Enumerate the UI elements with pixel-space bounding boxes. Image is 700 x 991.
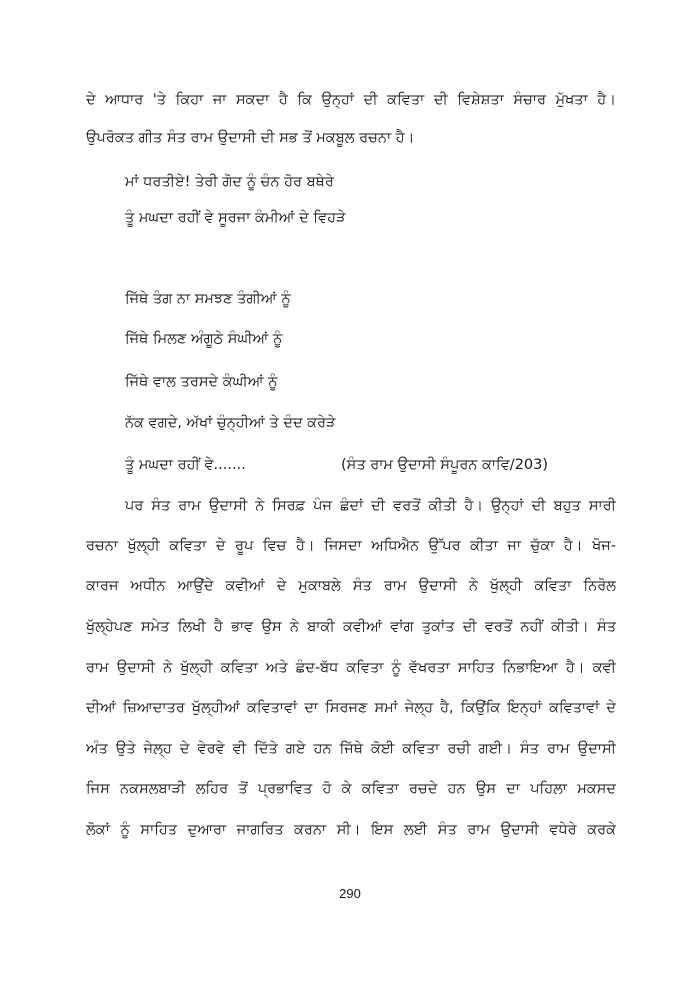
paragraph-line-8: ਜਿਸ ਨਕਸਲਬਾੜੀ ਲਹਿਰ ਤੋਂ ਪ੍ਰਭਾਵਿਤ ਹੋ ਕੇ ਕਵਿਤਾ ਰਚਦੇ ਹਨ ਉਸ ਦਾ ਪਹਿਲਾ ਮਕਸਦ	[86, 781, 616, 797]
poem-stanza2-line-4: ਨੱਕ ਵਗਦੇ, ਅੱਖਾਂ ਚੁੰਨ੍ਹੀਆਂ ਤੇ ਦੰਦ ਕਰੇੜੇ	[125, 415, 336, 431]
paragraph-line-7: ਅੰਤ ਉਤੇ ਜੇਲ੍ਹ ਦੇ ਵੇਰਵੇ ਵੀ ਦਿੱਤੇ ਗਏ ਹਨ ਜਿੱਥੇ ਕੋਈ ਕਵਿਤਾ ਰਚੀ ਗਈ। ਸੰਤ ਰਾਮ ਉਦਾਸੀ	[86, 741, 616, 757]
poem-stanza1-line-1: ਮਾਂ ਧਰਤੀਏ! ਤੇਰੀ ਗੋਦ ਨੂੰ ਚੰਨ ਹੋਰ ਬਥੇਰੇ	[125, 174, 334, 190]
intro-line-2: ਉਪਰੋਕਤ ਗੀਤ ਸੰਤ ਰਾਮ ਉਦਾਸੀ ਦੀ ਸਭ ਤੋਂ ਮਕਬੂਲ ਰਚਨਾ ਹੈ।	[86, 130, 415, 146]
poem-stanza2-line-3: ਜਿੱਥੇ ਵਾਲ ਤਰਸਦੇ ਕੰਘੀਆਂ ਨੂੰ	[125, 374, 278, 390]
page-number: 290	[339, 886, 361, 901]
poem-closing-line: ਤੂੰ ਮਘਦਾ ਰਹੀਂ ਵੇ.......	[125, 457, 246, 473]
intro-line-1: ਦੇ ਆਧਾਰ 'ਤੇ ਕਿਹਾ ਜਾ ਸਕਦਾ ਹੈ ਕਿ ਉਨ੍ਹਾਂ ਦੀ ਕਵਿਤਾ ਦੀ ਵਿਸ਼ੇਸ਼ਤਾ ਸੰਚਾਰ ਮੁੱਖਤਾ ਹੈ।	[86, 92, 616, 108]
paragraph-line-4: ਖੁੱਲ੍ਹੇਪਣ ਸਮੇਤ ਲਿਖੀ ਹੈ ਭਾਵ ਉਸ ਨੇ ਬਾਕੀ ਕਵੀਆਂ ਵਾਂਗ ਤੁਕਾਂਤ ਦੀ ਵਰਤੋਂ ਨਹੀਂ ਕੀਤੀ। ਸੰਤ	[86, 619, 616, 635]
poem-stanza2-line-2: ਜਿੱਥੇ ਮਿਲਣ ਅੰਗੂਠੇ ਸੰਘੀਆਂ ਨੂੰ	[125, 331, 283, 347]
paragraph-line-2: ਰਚਨਾ ਖੁੱਲ੍ਹੀ ਕਵਿਤਾ ਦੇ ਰੂਪ ਵਿਚ ਹੈ। ਜਿਸਦਾ ਅਧਿਐਨ ਉੱਪਰ ਕੀਤਾ ਜਾ ਚੁੱਕਾ ਹੈ। ਖੋਜ-	[86, 538, 616, 554]
poem-citation: (ਸੰਤ ਰਾਮ ਉਦਾਸੀ ਸੰਪੂਰਨ ਕਾਵਿ/203)	[341, 457, 549, 473]
paragraph-line-5: ਰਾਮ ਉਦਾਸੀ ਨੇ ਖੁੱਲ੍ਹੀ ਕਵਿਤਾ ਅਤੇ ਛੰਦ-ਬੱਧ ਕਵਿਤਾ ਨੂੰ ਵੱਖਰਤਾ ਸਾਹਿਤ ਨਿਭਾਇਆ ਹੈ। ਕਵੀ	[86, 660, 616, 676]
poem-stanza2-line-1: ਜਿੱਥੇ ਤੰਗ ਨਾ ਸਮਝਣ ਤੰਗੀਆਂ ਨੂੰ	[125, 291, 291, 307]
poem-stanza1-line-2: ਤੂੰ ਮਘਦਾ ਰਹੀਂ ਵੇ ਸੂਰਜਾ ਕੰਮੀਆਂ ਦੇ ਵਿਹੜੇ	[125, 210, 346, 226]
paragraph-line-9: ਲੋਕਾਂ ਨੂੰ ਸਾਹਿਤ ਦੁਆਰਾ ਜਾਗਰਿਤ ਕਰਨਾ ਸੀ। ਇਸ ਲਈ ਸੰਤ ਰਾਮ ਉਦਾਸੀ ਵਧੇਰੇ ਕਰਕੇ	[86, 822, 616, 838]
paragraph-line-3: ਕਾਰਜ ਅਧੀਨ ਆਉਂਦੇ ਕਵੀਆਂ ਦੇ ਮੁਕਾਬਲੇ ਸੰਤ ਰਾਮ ਉਦਾਸੀ ਨੇ ਖੁੱਲ੍ਹੀ ਕਵਿਤਾ ਨਿਰੋਲ	[86, 578, 616, 594]
paragraph-line-6: ਦੀਆਂ ਜ਼ਿਆਦਾਤਰ ਖੁੱਲ੍ਹੀਆਂ ਕਵਿਤਾਵਾਂ ਦਾ ਸਿਰਜਣ ਸਮਾਂ ਜੇਲ੍ਹ ਹੈ, ਕਿਉਂਕਿ ਇਨ੍ਹਾਂ ਕਵਿਤਾਵਾਂ ਦੇ	[86, 700, 616, 716]
paragraph-line-1: ਪਰ ਸੰਤ ਰਾਮ ਉਦਾਸੀ ਨੇ ਸਿਰਫ਼ ਪੰਜ ਛੰਦਾਂ ਦੀ ਵਰਤੋਂ ਕੀਤੀ ਹੈ। ਉਨ੍ਹਾਂ ਦੀ ਬਹੁਤ ਸਾਰੀ	[125, 498, 616, 514]
